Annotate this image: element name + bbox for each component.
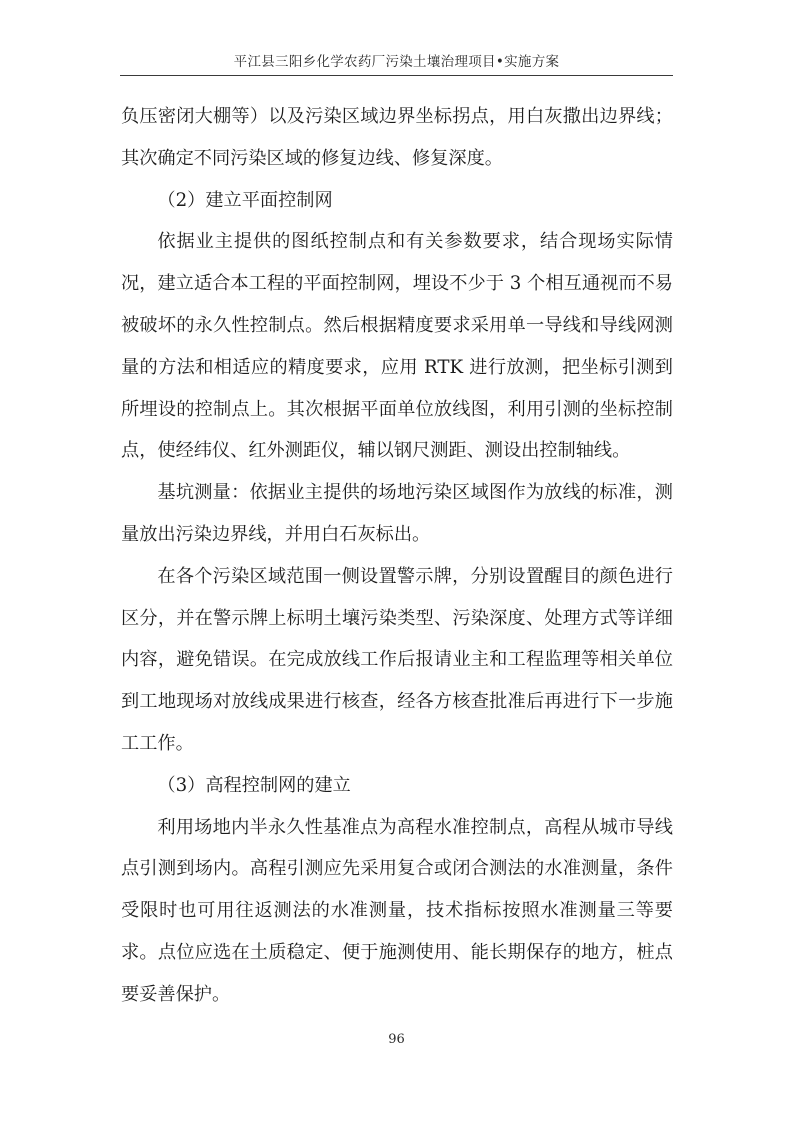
header-rule xyxy=(120,75,673,76)
text-line: 点，使经纬仪、红外测距仪，辅以钢尺测距、测设出控制轴线。 xyxy=(121,440,631,462)
text-line: 负压密闭大棚等）以及污染区域边界坐标拐点，用白灰撒出边界线； xyxy=(121,106,673,127)
text-line: 工工作。 xyxy=(121,732,194,754)
text-line: 依据业主提供的图纸控制点和有关参数要求，结合现场实际情 xyxy=(157,231,673,253)
text-line: 况，建立适合本工程的平面控制网，埋设不少于 3 个相互通视而不易 xyxy=(121,273,673,295)
section-heading-3: （3）高程控制网的建立 xyxy=(157,774,351,796)
paragraph xyxy=(121,221,673,472)
text-line: 利用场地内半永久性基准点为高程水准控制点，高程从城市导线 xyxy=(157,816,673,838)
section-heading-2: （2）建立平面控制网 xyxy=(157,189,333,211)
text-line: 基坑测量：依据业主提供的场地污染区域图作为放线的标准，测 xyxy=(157,482,673,504)
paragraph xyxy=(121,556,673,765)
text-line: 求。点位应选在土质稳定、便于施测使用、能长期保存的地方，桩点 xyxy=(121,941,673,963)
text-line: 要妥善保护。 xyxy=(121,983,231,1005)
text-line: 内容，避免错误。在完成放线工作后报请业主和工程监理等相关单位 xyxy=(121,649,673,671)
text-line: 量放出污染边界线，并用白石灰标出。 xyxy=(121,523,431,545)
text-line: 到工地现场对放线成果进行核查，经各方核查批准后再进行下一步施 xyxy=(121,691,673,713)
paragraph xyxy=(121,807,673,1016)
paragraph xyxy=(121,472,673,556)
text-line: 区分，并在警示牌上标明土壤污染类型、污染深度、处理方式等详细 xyxy=(121,607,673,629)
text-line: 受限时也可用往返测法的水准测量，技术指标按照水准测量三等要 xyxy=(121,900,673,922)
text-line: 其次确定不同污染区域的修复边线、修复深度。 xyxy=(121,147,503,169)
text-line: 量的方法和相适应的精度要求，应用 RTK 进行放测，把坐标引测到 xyxy=(121,356,673,378)
text-line: 在各个污染区域范围一侧设置警示牌，分别设置醒目的颜色进行 xyxy=(157,565,673,587)
text-line: 点引测到场内。高程引测应先采用复合或闭合测法的水准测量，条件 xyxy=(121,858,673,880)
paragraph xyxy=(121,96,673,180)
running-header: 平江县三阳乡化学农药厂污染土壤治理项目•实施方案 xyxy=(233,54,560,70)
page-number: 96 xyxy=(388,1032,405,1047)
text-line: 被破坏的永久性控制点。然后根据精度要求采用单一导线和导线网测 xyxy=(121,314,673,336)
section-heading xyxy=(121,765,673,807)
section-heading xyxy=(121,180,673,222)
page-body xyxy=(121,96,673,1016)
text-line: 所埋设的控制点上。其次根据平面单位放线图，利用引测的坐标控制 xyxy=(121,398,673,420)
